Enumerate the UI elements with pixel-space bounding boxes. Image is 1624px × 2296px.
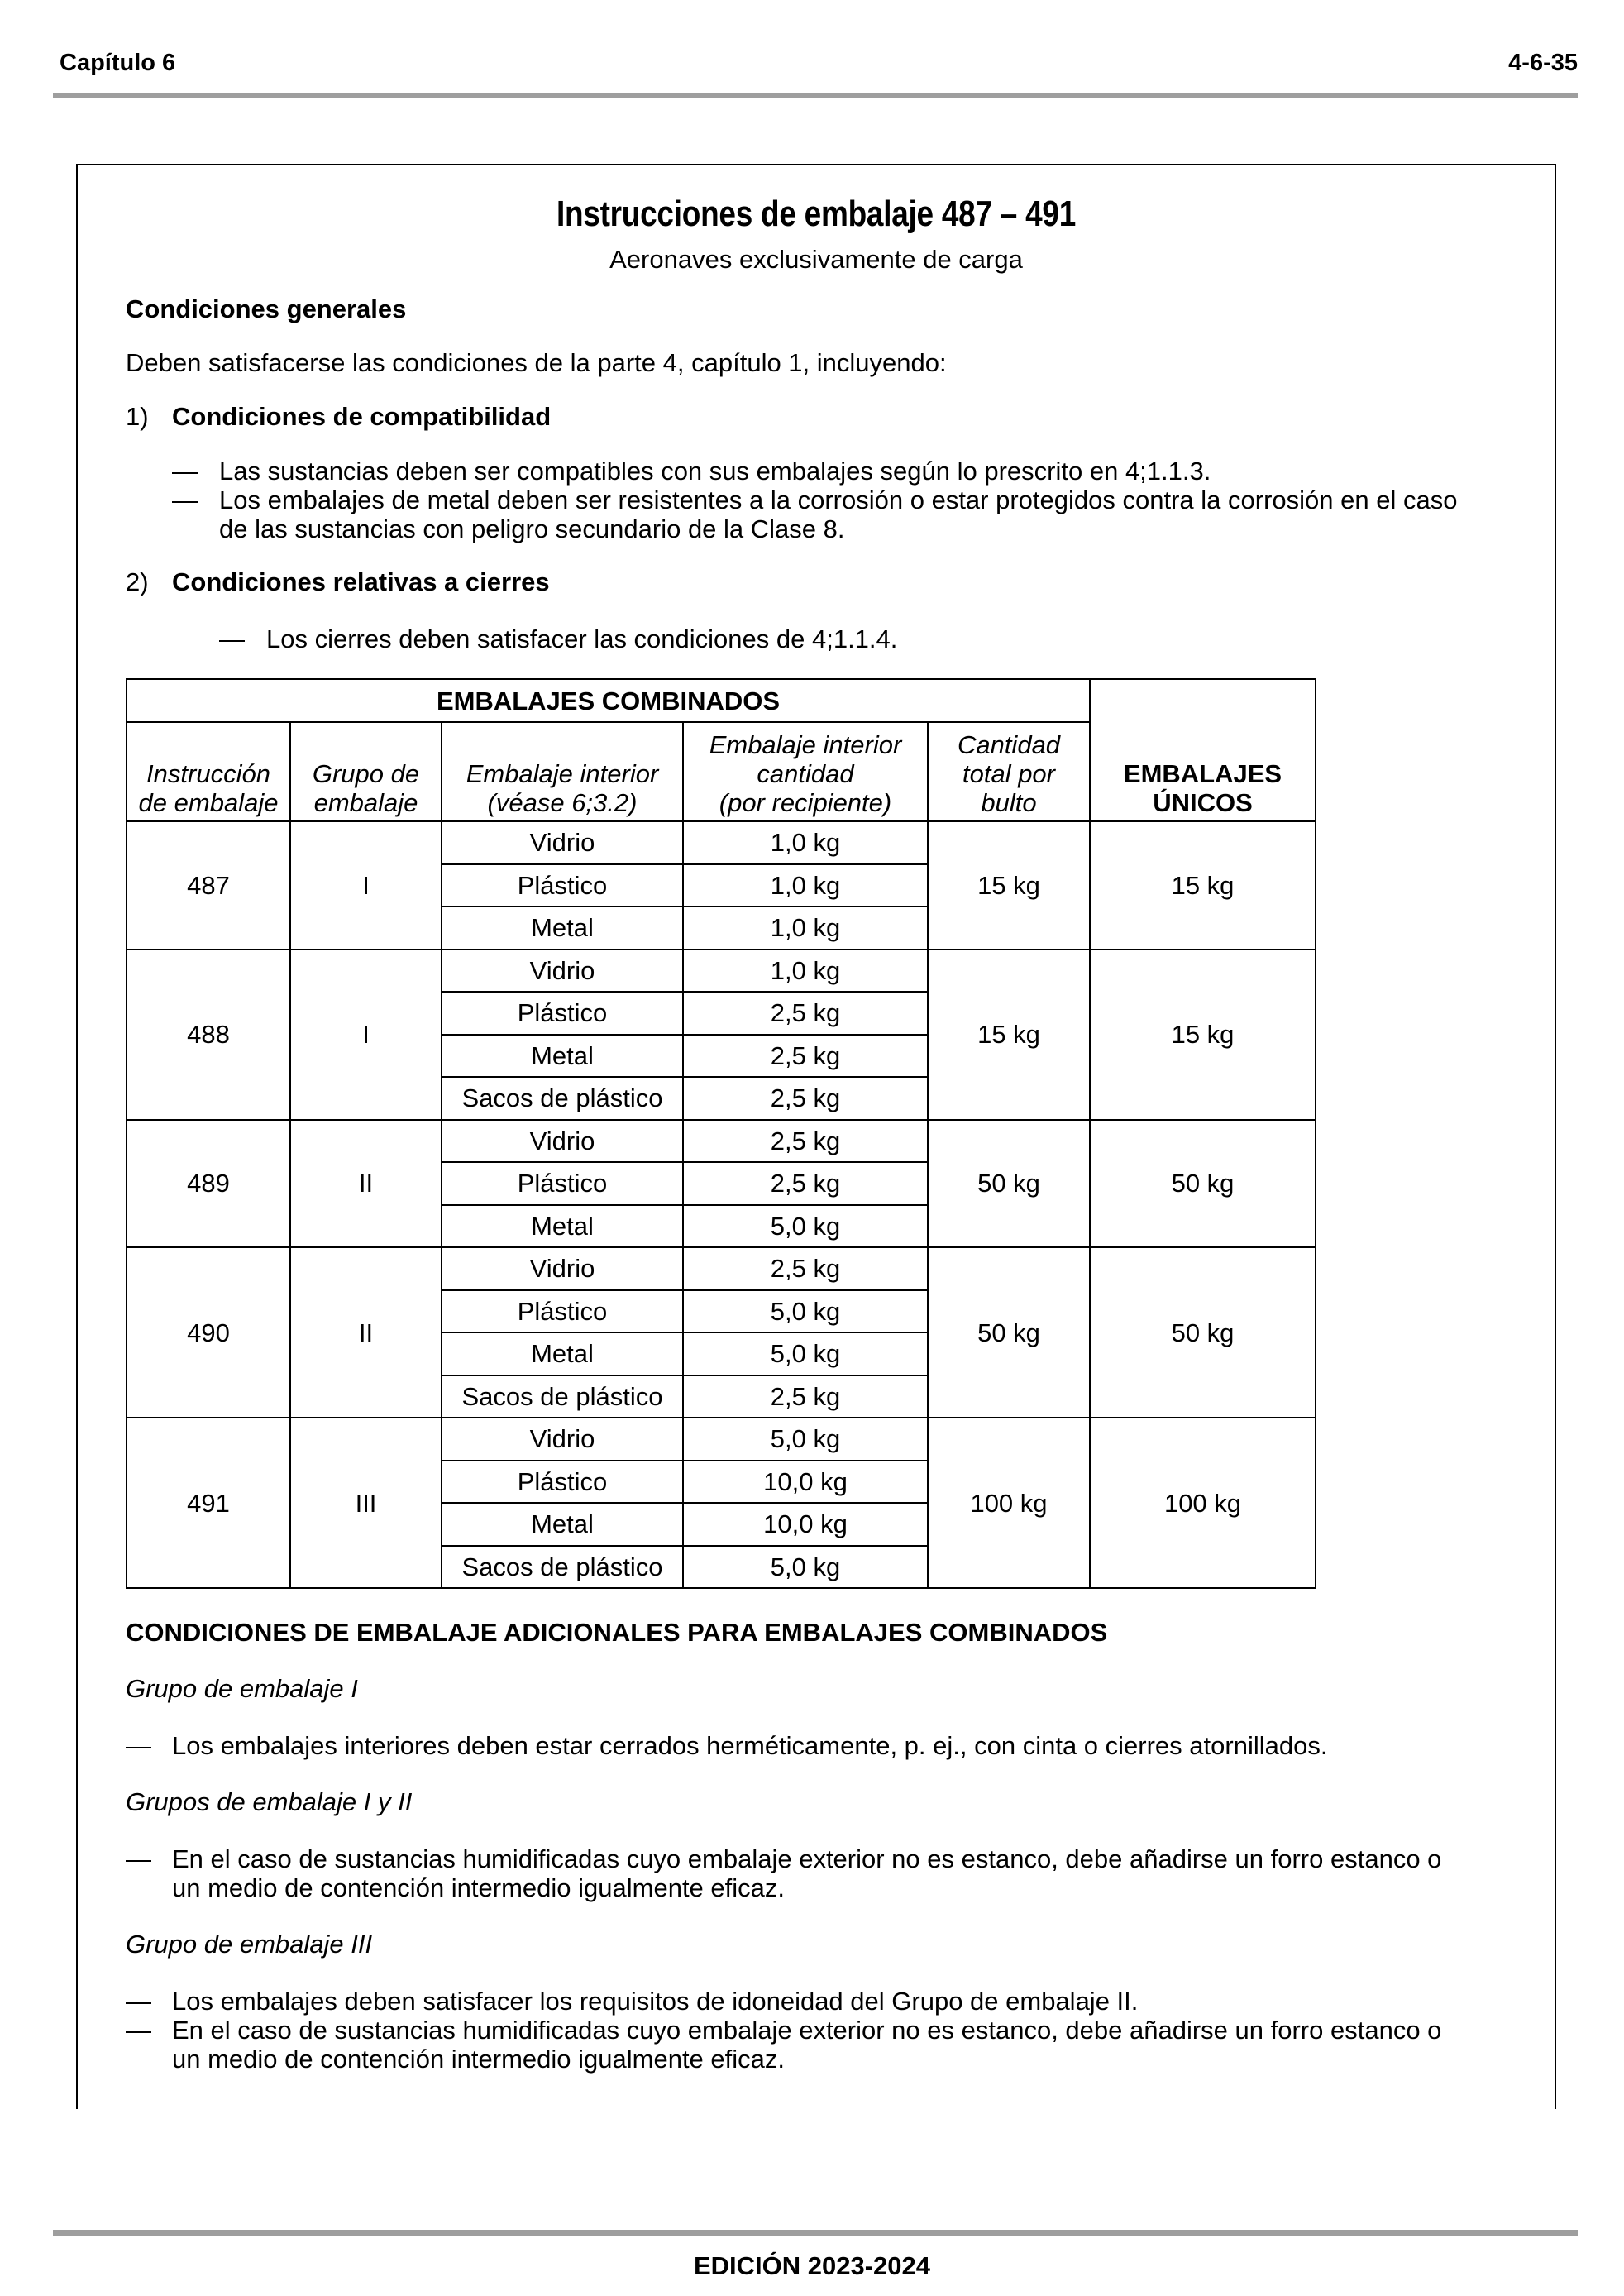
inner-packaging-type: Sacos de plástico (442, 1546, 683, 1589)
total-quantity: 15 kg (928, 821, 1090, 949)
pg1-heading: Grupo de embalaje I (126, 1674, 358, 1703)
single-packagings-header: EMBALAJES ÚNICOS (1090, 679, 1316, 821)
inner-packaging-type: Vidrio (442, 1247, 683, 1290)
dash: — (126, 1731, 151, 1760)
inner-packaging-quantity: 5,0 kg (683, 1205, 928, 1248)
inner-packaging-quantity: 5,0 kg (683, 1418, 928, 1461)
pg3-item-2-cont: un medio de contención intermedio igualmente eficaz. (172, 2045, 786, 2074)
column-header-instruction: Instrucción de embalaje (127, 722, 290, 821)
inner-packaging-type: Metal (442, 1332, 683, 1375)
inner-packaging-quantity: 5,0 kg (683, 1332, 928, 1375)
single-packaging-quantity: 50 kg (1090, 1247, 1316, 1418)
pg12-item-1-cont: un medio de contención intermedio igualmente eficaz. (172, 1873, 786, 1902)
inner-packaging-quantity: 2,5 kg (683, 992, 928, 1035)
packing-group: I (290, 821, 442, 949)
inner-packaging-type: Metal (442, 1205, 683, 1248)
dash: — (126, 2016, 151, 2045)
table-row (127, 821, 1316, 864)
column-header-inner-packaging: Embalaje interior (véase 6;3.2) (442, 722, 683, 821)
inner-packaging-quantity: 2,5 kg (683, 1035, 928, 1078)
compatibility-item-1: Las sustancias deben ser compatibles con sus embalajes según lo prescrito en 4;1.1.3. (219, 457, 1211, 486)
single-packaging-quantity: 100 kg (1090, 1418, 1316, 1588)
pg12-item-1: En el caso de sustancias humidificadas cuyo embalaje exterior no es estanco, debe añadirse un forro estanco o (172, 1844, 1442, 1873)
inner-packaging-quantity: 5,0 kg (683, 1290, 928, 1333)
compatibility-number: 1) (126, 402, 149, 431)
inner-packaging-quantity: 1,0 kg (683, 864, 928, 907)
inner-packaging-type: Sacos de plástico (442, 1375, 683, 1418)
inner-packaging-quantity: 10,0 kg (683, 1503, 928, 1546)
inner-packaging-quantity: 5,0 kg (683, 1546, 928, 1589)
inner-packaging-type: Plástico (442, 1290, 683, 1333)
instruction-number: 491 (127, 1418, 290, 1588)
closures-item-1: Los cierres deben satisfacer las condiciones de 4;1.1.4. (266, 624, 898, 653)
pg3-item-1: Los embalajes deben satisfacer los requisitos de idoneidad del Grupo de embalaje II. (172, 1987, 1139, 2016)
table-row (127, 949, 1316, 993)
inner-packaging-quantity: 2,5 kg (683, 1077, 928, 1120)
compatibility-heading: Condiciones de compatibilidad (172, 402, 552, 431)
pg3-heading: Grupo de embalaje III (126, 1930, 373, 1959)
inner-packaging-type: Metal (442, 1035, 683, 1078)
total-quantity: 50 kg (928, 1247, 1090, 1418)
packing-group: I (290, 949, 442, 1120)
table-row (127, 1418, 1316, 1461)
inner-packaging-quantity: 1,0 kg (683, 906, 928, 949)
document-title: Instrucciones de embalaje 487 – 491 (556, 194, 1077, 234)
total-quantity: 50 kg (928, 1120, 1090, 1248)
edition-footer: EDICIÓN 2023-2024 (693, 2251, 931, 2280)
footer-rule (53, 2230, 1578, 2236)
total-quantity: 100 kg (928, 1418, 1090, 1588)
compatibility-item-2-cont: de las sustancias con peligro secundario de la Clase 8. (219, 514, 845, 543)
column-header-packing-group: Grupo de embalaje (290, 722, 442, 821)
inner-packaging-quantity: 1,0 kg (683, 949, 928, 993)
inner-packaging-type: Plástico (442, 1461, 683, 1504)
inner-packaging-type: Sacos de plástico (442, 1077, 683, 1120)
additional-conditions-heading: CONDICIONES DE EMBALAJE ADICIONALES PARA EMBALAJES COMBINADOS (126, 1618, 1108, 1647)
packing-group: II (290, 1247, 442, 1418)
inner-packaging-type: Metal (442, 1503, 683, 1546)
closures-number: 2) (126, 567, 149, 596)
inner-packaging-type: Plástico (442, 864, 683, 907)
dash: — (126, 1987, 151, 2016)
table-row (127, 1120, 1316, 1163)
inner-packaging-type: Vidrio (442, 1120, 683, 1163)
single-packaging-quantity: 50 kg (1090, 1120, 1316, 1248)
column-header-total-quantity: Cantidad total por bulto (928, 722, 1090, 821)
general-conditions-heading: Condiciones generales (126, 294, 407, 323)
general-conditions-intro: Deben satisfacerse las condiciones de la parte 4, capítulo 1, incluyendo: (126, 348, 947, 377)
pg12-heading: Grupos de embalaje I y II (126, 1787, 413, 1816)
inner-packaging-quantity: 2,5 kg (683, 1162, 928, 1205)
dash: — (219, 624, 245, 653)
inner-packaging-quantity: 2,5 kg (683, 1375, 928, 1418)
inner-packaging-type: Vidrio (442, 949, 683, 993)
column-header-inner-quantity: Embalaje interior cantidad (por recipiente) (683, 722, 928, 821)
inner-packaging-quantity: 2,5 kg (683, 1247, 928, 1290)
packing-group: II (290, 1120, 442, 1248)
packing-group: III (290, 1418, 442, 1588)
instruction-number: 489 (127, 1120, 290, 1248)
single-packaging-quantity: 15 kg (1090, 949, 1316, 1120)
inner-packaging-type: Plástico (442, 992, 683, 1035)
packing-table (126, 678, 1316, 1589)
instruction-number: 488 (127, 949, 290, 1120)
dash: — (172, 486, 198, 514)
dash: — (126, 1844, 151, 1873)
inner-packaging-quantity: 2,5 kg (683, 1120, 928, 1163)
compatibility-item-2: Los embalajes de metal deben ser resistentes a la corrosión o estar protegidos contra la corrosión en el caso (219, 486, 1458, 514)
instruction-number: 487 (127, 821, 290, 949)
page-number: 4-6-35 (1508, 50, 1578, 76)
combined-packagings-header: EMBALAJES COMBINADOS (127, 679, 1090, 722)
pg1-item-1: Los embalajes interiores deben estar cerrados herméticamente, p. ej., con cinta o cierres atornillados. (172, 1731, 1328, 1760)
chapter-label: Capítulo 6 (60, 50, 176, 76)
single-packaging-quantity: 15 kg (1090, 821, 1316, 949)
document-subtitle: Aeronaves exclusivamente de carga (609, 245, 1023, 274)
inner-packaging-type: Vidrio (442, 821, 683, 864)
table-row (127, 1247, 1316, 1290)
total-quantity: 15 kg (928, 949, 1090, 1120)
header-rule (53, 93, 1578, 98)
inner-packaging-type: Vidrio (442, 1418, 683, 1461)
inner-packaging-quantity: 10,0 kg (683, 1461, 928, 1504)
instruction-number: 490 (127, 1247, 290, 1418)
inner-packaging-type: Metal (442, 906, 683, 949)
inner-packaging-type: Plástico (442, 1162, 683, 1205)
pg3-item-2: En el caso de sustancias humidificadas cuyo embalaje exterior no es estanco, debe añadirse un forro estanco o (172, 2016, 1442, 2045)
inner-packaging-quantity: 1,0 kg (683, 821, 928, 864)
dash: — (172, 457, 198, 486)
closures-heading: Condiciones relativas a cierres (172, 567, 550, 596)
